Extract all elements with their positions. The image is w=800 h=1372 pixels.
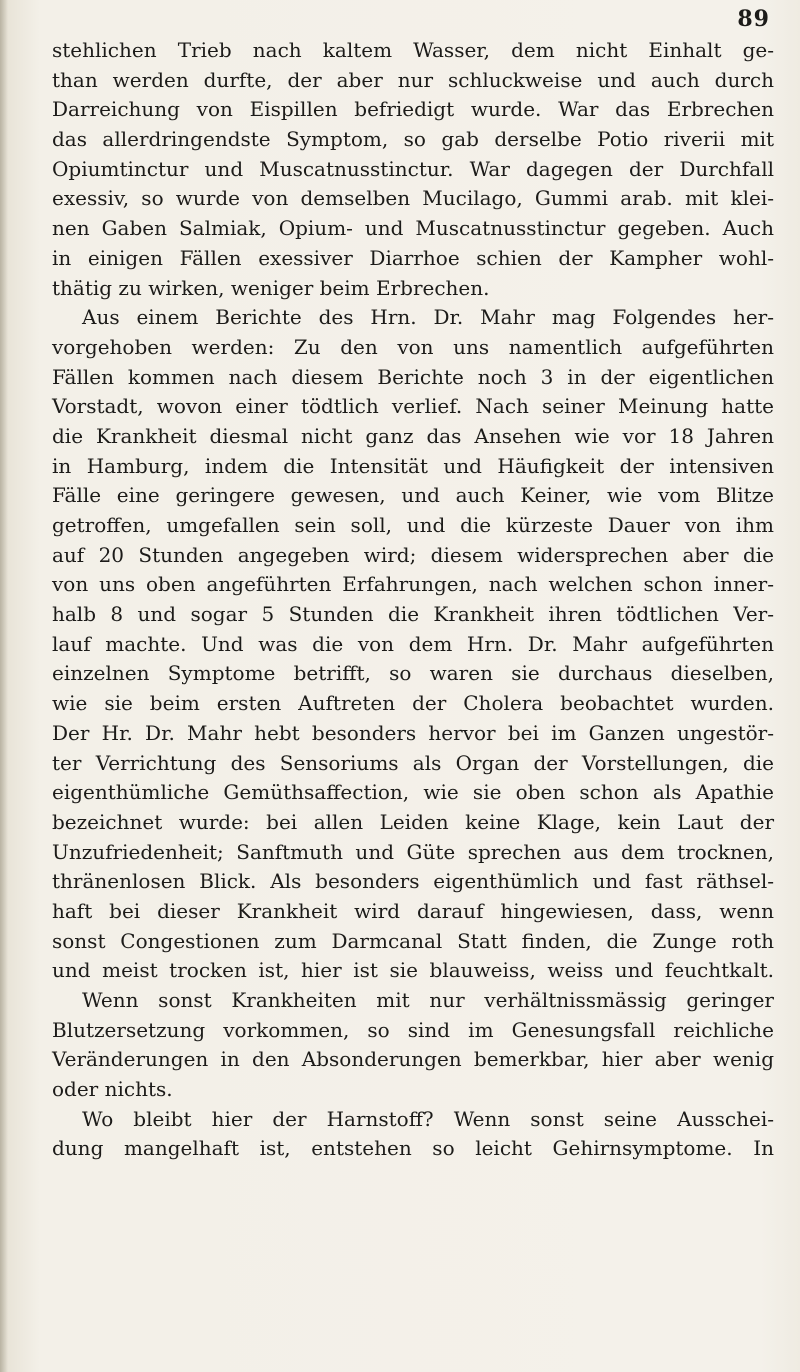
paragraph-start-line: Aus einem Berichte des Hrn. Dr. Mahr mag Folgendes her-: [82, 305, 774, 330]
page-number: 89: [737, 6, 770, 32]
text-line: stehlichen Trieb nach kaltem Wasser, dem nicht Einhalt ge-: [52, 38, 774, 62]
text-line: Der Hr. Dr. Mahr hebt besonders hervor bei im Ganzen ungestör-: [52, 720, 774, 745]
text-line: dung mangelhaft ist, entstehen so leicht Gehirnsymptome. In: [52, 1136, 774, 1161]
text-line: eigenthümliche Gemüthsaffection, wie sie oben schon als Apathie: [52, 780, 774, 805]
text-line: Darreichung von Eispillen befriedigt wurde. War das Erbrechen: [52, 97, 774, 122]
text-line: thränenlosen Blick. Als besonders eigenthümlich und fast räthsel-: [52, 869, 774, 894]
text-line: Opiumtinctur und Muscatnusstinctur. War dagegen der Durchfall: [52, 156, 774, 181]
text-line: Veränderungen in den Absonderungen bemerkbar, hier aber wenig: [52, 1047, 774, 1072]
text-line: exessiv, so wurde von demselben Mucilago, Gummi arab. mit klei-: [52, 186, 774, 211]
text-line: bezeichnet wurde: bei allen Leiden keine Klage, kein Laut der: [52, 809, 774, 834]
text-line: die Krankheit diesmal nicht ganz das Ansehen wie vor 18 Jahren: [52, 423, 774, 448]
text-line: haft bei dieser Krankheit wird darauf hingewiesen, dass, wenn: [52, 898, 774, 923]
text-line: Vorstadt, wovon einer tödtlich verlief. Nach seiner Meinung hatte: [52, 394, 774, 419]
text-line: von uns oben angeführten Erfahrungen, nach welchen schon inner-: [52, 572, 774, 597]
paragraph-start-line: Wenn sonst Krankheiten mit nur verhältnissmässig geringer: [82, 988, 774, 1012]
text-line: Fälle eine geringere gewesen, und auch Keiner, wie vom Blitze: [52, 483, 774, 508]
text-line: than werden durfte, der aber nur schluckweise und auch durch: [52, 67, 774, 92]
text-line: vorgehoben werden: Zu den von uns namentlich aufgeführten: [52, 334, 774, 359]
text-line: lauf machte. Und was die von dem Hrn. Dr. Mahr aufgeführten: [52, 631, 774, 656]
paragraph-start-line: Wo bleibt hier der Harnstoff? Wenn sonst seine Ausschei-: [82, 1106, 774, 1131]
text-line: auf 20 Stunden angegeben wird; diesem widersprechen aber die: [52, 542, 774, 567]
text-line: ter Verrichtung des Sensoriums als Organ der Vorstellungen, die: [52, 750, 774, 775]
body-text: [52, 36, 774, 1164]
text-line: einzelnen Symptome betrifft, so waren sie durchaus dieselben,: [52, 661, 774, 686]
text-line: halb 8 und sogar 5 Stunden die Krankheit ihren tödtlichen Ver-: [52, 602, 774, 627]
text-line: in Hamburg, indem die Intensität und Häufigkeit der intensiven: [52, 453, 774, 478]
text-line: Unzufriedenheit; Sanftmuth und Güte sprechen aus dem trocknen,: [52, 839, 774, 864]
text-line: das allerdringendste Symptom, so gab derselbe Potio riverii mit: [52, 127, 774, 152]
text-line: wie sie beim ersten Auftreten der Cholera beobachtet wurden.: [52, 691, 774, 716]
text-line: oder nichts.: [52, 1077, 173, 1102]
text-line: Blutzersetzung vorkommen, so sind im Genesungsfall reichliche: [52, 1017, 774, 1042]
text-line: thätig zu wirken, weniger beim Erbrechen.: [52, 275, 490, 300]
text-line: nen Gaben Salmiak, Opium- und Muscatnusstinctur gegeben. Auch: [52, 216, 774, 241]
text-line: und meist trocken ist, hier ist sie blauweiss, weiss und feuchtkalt.: [52, 958, 774, 983]
text-line: sonst Congestionen zum Darmcanal Statt finden, die Zunge roth: [52, 928, 774, 953]
text-line: in einigen Fällen exessiver Diarrhoe schien der Kampher wohl-: [52, 245, 774, 270]
binding-edge: [0, 0, 8, 1372]
text-line: Fällen kommen nach diesem Berichte noch 3 in der eigentlichen: [52, 364, 774, 389]
text-line: getroffen, umgefallen sein soll, und die kürzeste Dauer von ihm: [52, 513, 774, 537]
